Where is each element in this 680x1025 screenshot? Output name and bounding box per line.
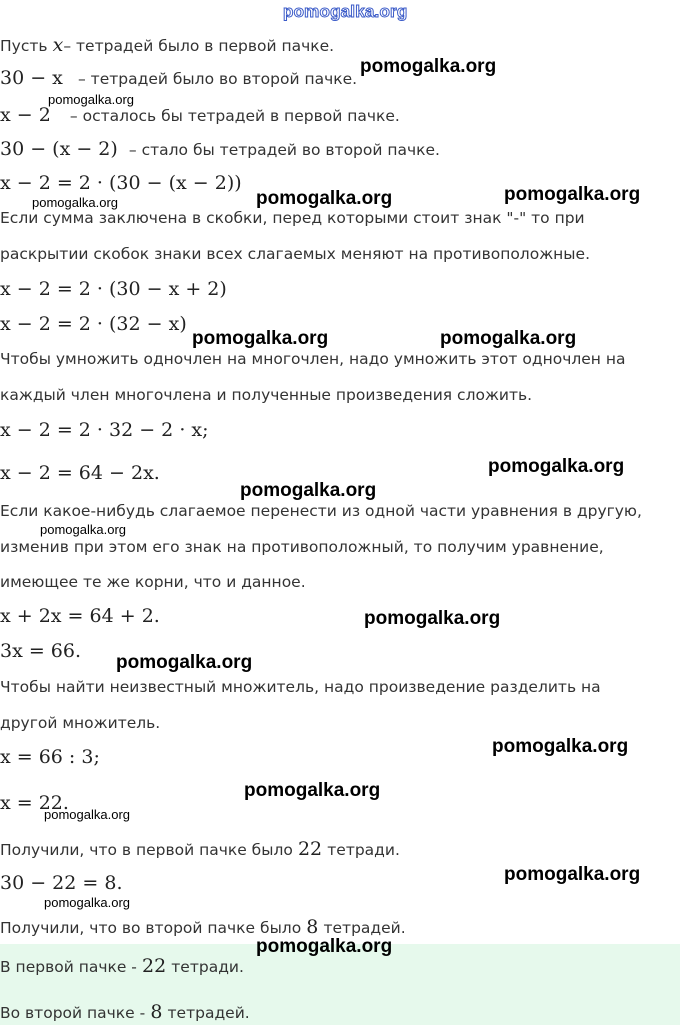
watermark: pomogalka.org	[256, 936, 393, 957]
rule-text-factor-2: другой множитель.	[0, 714, 161, 732]
watermark: pomogalka.org	[192, 328, 329, 349]
answer-1-text-a: В первой пачке -	[0, 958, 137, 976]
watermark: pomogalka.org	[440, 328, 577, 349]
line-2-math: 30 − x	[0, 67, 63, 89]
line-3	[0, 104, 400, 126]
watermark: pomogalka.org	[364, 608, 501, 629]
line-25	[0, 916, 406, 938]
line-9-math: x − 2 = 2 · (32 − x)	[0, 313, 187, 335]
rule-text-multiply-1: Чтобы умножить одночлен на многочлен, надо умножить этот одночлен на	[0, 350, 626, 368]
line-1-var: x	[52, 34, 64, 56]
watermark: pomogalka.org	[504, 864, 641, 885]
rule-text-brackets-1: Если сумма заключена в скобки, перед которыми стоит знак "-" то при	[0, 209, 585, 227]
answer-1-text-b: тетради.	[171, 958, 244, 976]
line-25-number: 8	[306, 916, 319, 938]
line-1-text-a: Пусть	[0, 37, 48, 55]
line-4-math: 30 − (x − 2)	[0, 138, 118, 160]
watermark: pomogalka.org	[240, 480, 377, 501]
answer-2-number: 8	[150, 1001, 163, 1023]
line-25-text-b: тетрадей.	[323, 919, 406, 937]
line-18-math: 3x = 66.	[0, 640, 82, 662]
line-4	[0, 138, 440, 160]
watermark: pomogalka.org	[116, 652, 253, 673]
rule-text-transfer-3: имеющее те же корни, что и данное.	[0, 573, 306, 591]
line-1-text-b: – тетрадей было в первой пачке.	[63, 37, 335, 55]
line-23-number: 22	[297, 838, 323, 860]
answer-line-1	[0, 955, 244, 977]
answer-1-number: 22	[142, 955, 167, 977]
line-23	[0, 838, 400, 860]
line-22-math: x = 22.	[0, 792, 69, 814]
watermark-small: pomogalka.org	[32, 195, 118, 210]
rule-text-transfer-1: Если какое-нибудь слагаемое перенести из одной части уравнения в другую,	[0, 502, 642, 520]
line-24-math: 30 − 22 = 8.	[0, 872, 123, 894]
line-25-text-a: Получили, что во второй пачке было	[0, 919, 302, 937]
watermark: pomogalka.org	[360, 56, 497, 77]
line-1	[0, 34, 334, 56]
line-2-text: – тетрадей было во второй пачке.	[78, 70, 358, 88]
line-21-math: x = 66 : 3;	[0, 746, 100, 768]
line-13-math: x − 2 = 64 − 2x.	[0, 462, 160, 484]
line-17-math: x + 2x = 64 + 2.	[0, 605, 160, 627]
line-3-text: – осталось бы тетрадей в первой пачке.	[69, 107, 400, 125]
line-23-text-b: тетради.	[327, 841, 400, 859]
watermark: pomogalka.org	[488, 456, 625, 477]
line-4-text: – стало бы тетрадей во второй пачке.	[128, 141, 440, 159]
watermark-small: pomogalka.org	[44, 895, 130, 910]
rule-text-multiply-2: каждый член многочлена и полученные произведения сложить.	[0, 386, 533, 404]
site-header-link[interactable]: pomogalka.org	[283, 2, 408, 21]
watermark-small: pomogalka.org	[44, 807, 130, 822]
line-5-math: x − 2 = 2 · (30 − (x − 2))	[0, 172, 242, 194]
answer-2-text-a: Во второй пачке -	[0, 1004, 146, 1022]
rule-text-brackets-2: раскрытии скобок знаки всех слагаемых меняют на противоположные.	[0, 245, 590, 263]
watermark: pomogalka.org	[504, 184, 641, 205]
watermark-small: pomogalka.org	[48, 92, 134, 107]
watermark: pomogalka.org	[492, 736, 629, 757]
line-2	[0, 67, 357, 89]
watermark: pomogalka.org	[256, 188, 393, 209]
line-8-math: x − 2 = 2 · (30 − x + 2)	[0, 278, 227, 300]
rule-text-factor-1: Чтобы найти неизвестный множитель, надо произведение разделить на	[0, 678, 601, 696]
rule-text-transfer-2: изменив при этом его знак на противоположный, то получим уравнение,	[0, 538, 604, 556]
watermark-small: pomogalka.org	[40, 522, 126, 537]
line-12-math: x − 2 = 2 · 32 − 2 · x;	[0, 419, 209, 441]
line-3-math: x − 2	[0, 104, 51, 126]
answer-2-text-b: тетрадей.	[167, 1004, 250, 1022]
watermark: pomogalka.org	[244, 780, 381, 801]
answer-line-2	[0, 1001, 250, 1023]
line-23-text-a: Получили, что в первой пачке было	[0, 841, 293, 859]
